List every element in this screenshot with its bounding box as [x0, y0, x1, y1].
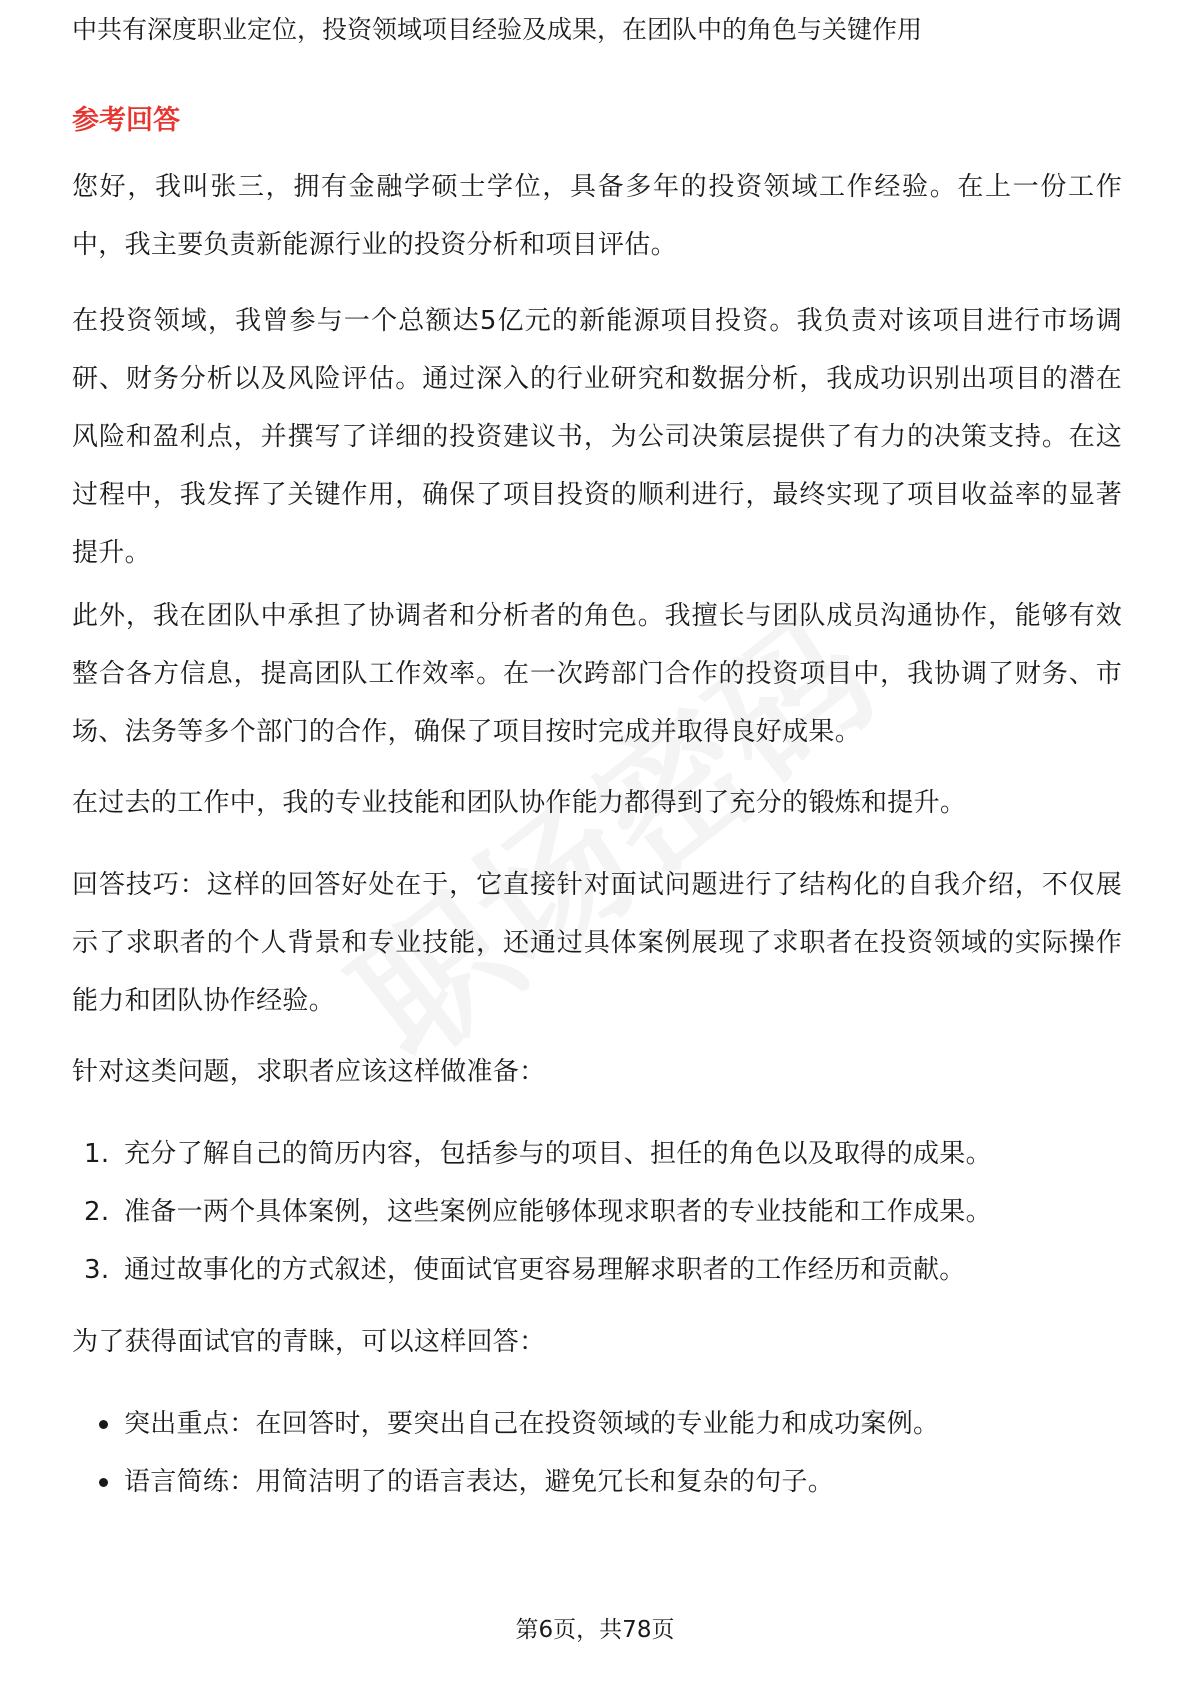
bullet-icon	[99, 1420, 108, 1429]
paragraph-impress-intro: 为了获得面试官的青睐，可以这样回答：	[72, 1327, 546, 1357]
paragraph-team-role: 此外，我在团队中承担了协调者和分析者的角色。我擅长与团队成员沟通协作，能够有效整合各方信息，提高团队工作效率。在一次跨部门合作的投资项目中，我协调了财务、市场、法务等多个部门的合作，确保了项目按时完成并取得良好成果。	[72, 601, 1122, 747]
list-number: 2.	[84, 1197, 110, 1227]
paragraph-answer-tips: 回答技巧：这样的回答好处在于，它直接针对面试问题进行了结构化的自我介绍，不仅展示了求职者的个人背景和专业技能，还通过具体案例展现了求职者在投资领域的实际操作能力和团队协作经验。	[72, 870, 1122, 1016]
list-item	[72, 1183, 1122, 1241]
list-item-text: 语言简练：用简洁明了的语言表达，避免冗长和复杂的句子。	[124, 1467, 835, 1497]
list-item	[72, 1241, 1122, 1299]
answer-heading: 参考回答	[72, 105, 180, 136]
previous-question-cut-line	[72, 15, 1122, 66]
paragraph-summary: 在过去的工作中，我的专业技能和团队协作能力都得到了充分的锻炼和提升。	[72, 788, 967, 818]
list-item-text: 准备一两个具体案例，这些案例应能够体现求职者的专业技能和工作成果。	[124, 1197, 992, 1227]
list-item	[72, 1125, 1122, 1183]
list-item	[72, 1453, 1122, 1511]
paragraph-intro: 您好，我叫张三，拥有金融学硕士学位，具备多年的投资领域工作经验。在上一份工作中，我主要负责新能源行业的投资分析和项目评估。	[72, 172, 1122, 260]
tips-list	[72, 1395, 1122, 1511]
prep-list	[72, 1125, 1122, 1299]
list-item-text: 通过故事化的方式叙述，使面试官更容易理解求职者的工作经历和贡献。	[124, 1255, 966, 1285]
cut-line-text: 中共有深度职业定位，投资领域项目经验及成果，在团队中的角色与关键作用	[72, 15, 923, 44]
list-item-text: 充分了解自己的简历内容，包括参与的项目、担任的角色以及取得的成果。	[124, 1139, 992, 1169]
list-number: 3.	[84, 1255, 110, 1285]
paragraph-investment-experience: 在投资领域，我曾参与一个总额达5亿元的新能源项目投资。我负责对该项目进行市场调研、财务分析以及风险评估。通过深入的行业研究和数据分析，我成功识别出项目的潜在风险和盈利点，并撰写了详细的投资建议书，为公司决策层提供了有力的决策支持。在这过程中，我发挥了关键作用，确保了项目投资的顺利进行，最终实现了项目收益率的显著提升。	[72, 306, 1122, 568]
list-number: 1.	[84, 1139, 110, 1169]
list-item	[72, 1395, 1122, 1453]
list-item-text: 突出重点：在回答时，要突出自己在投资领域的专业能力和成功案例。	[124, 1409, 940, 1439]
page-number-footer: 第6页，共78页	[515, 1617, 675, 1643]
bullet-icon	[99, 1478, 108, 1487]
paragraph-prep-intro: 针对这类问题，求职者应该这样做准备：	[72, 1057, 546, 1087]
